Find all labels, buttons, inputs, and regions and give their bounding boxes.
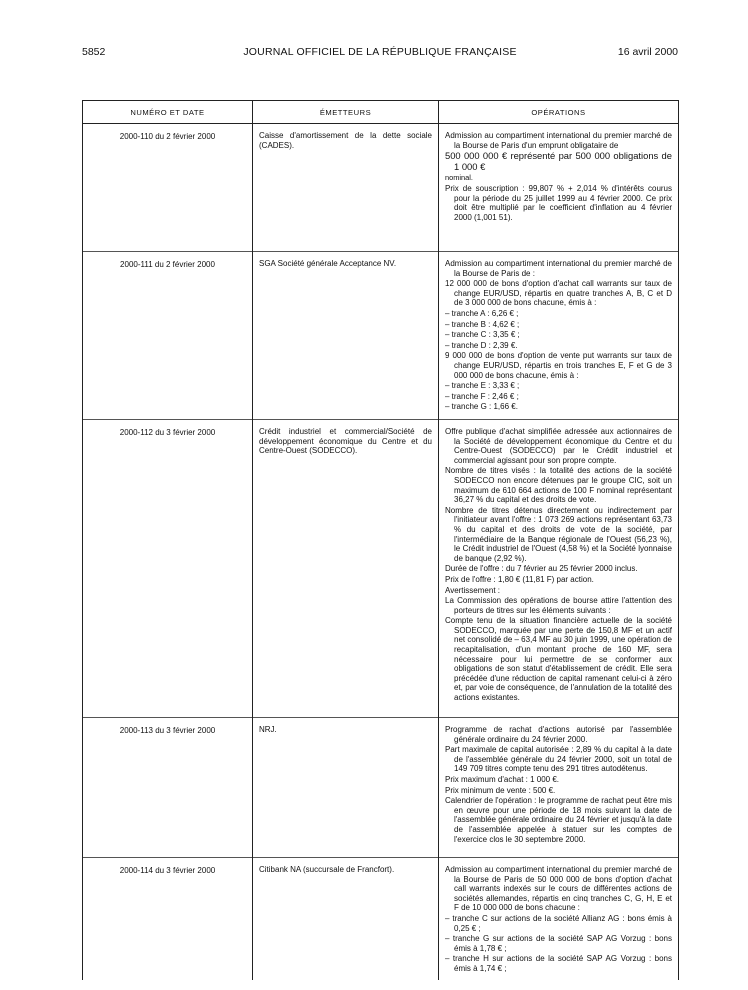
publication-date: 16 avril 2000 — [617, 46, 678, 58]
operations-table — [82, 100, 679, 980]
operation-line: Nombre de titres détenus directement ou indirectement par l'initiateur avant l'offre : 1 073 269 actions représentant 63,73 % du capital et des droits de vote de la société, par l'intermédiaire de la Banque régionale de l'Ouest (56,23 %), le Crédit industriel de l'Ouest (4,58 %) et la Société lyonnaise de banque (2,92 %). — [445, 505, 672, 563]
operation-line: Admission au compartiment international du premier marché de la Bourse de Paris de : — [445, 259, 672, 278]
column-header-emetteurs: ÉMETTEURS — [253, 101, 439, 124]
operation-line: – tranche E : 3,33 € ; — [445, 381, 520, 391]
table-header-row — [83, 101, 679, 124]
row-numero: 2000-110 du 2 février 2000 — [83, 124, 253, 252]
table-row — [83, 718, 679, 858]
table-row — [83, 124, 679, 252]
page-number: 5852 — [82, 46, 106, 58]
operation-line: – tranche D : 2,39 €. — [445, 340, 518, 350]
operation-line: 9 000 000 de bons d'option de vente put warrants sur taux de change EUR/USD, répartis en trois tranches E, F et G de 3 000 000 de bons chacune, émis à : — [445, 351, 672, 380]
operation-line: 12 000 000 de bons d'option d'achat call warrants sur taux de change EUR/USD, répartis en quatre tranches A, B, C et D de 3 000 000 de bons chacune, émis à : — [445, 279, 672, 308]
column-header-numero: NUMÉRO ET DATE — [83, 101, 253, 124]
operation-line: Compte tenu de la situation financière actuelle de la société SODECCO, marquée par une perte de 150,8 MF et un actif net consolidé de – 63,4 MF au 30 juin 1999, une opération de recapitalisation, d'un montant proche de 160 MF, sera nécessaire pour lui permettre de se conformer aux obligations de son statut d'établissement de crédit. Elle sera précédée d'une réduction de capital ramenant celui-ci à zéro et, par voie de conséquence, de l'annulation de la totalité des actions existantes. — [445, 616, 672, 703]
operation-line: – tranche C sur actions de la société Allianz AG : bons émis à 0,25 € ; — [445, 913, 672, 933]
operation-line: Admission au compartiment international du premier marché de la Bourse de Paris d'un emprunt obligataire de — [445, 131, 672, 150]
page-header — [82, 46, 678, 60]
row-emetteur: Caisse d'amortissement de la dette sociale (CADES). — [253, 124, 439, 252]
operation-line: – tranche C : 3,35 € ; — [445, 330, 520, 340]
operation-line: – tranche A : 6,26 € ; — [445, 308, 519, 318]
table-row — [83, 420, 679, 718]
row-operations — [439, 124, 679, 252]
operation-line: La Commission des opérations de bourse attire l'attention des porteurs de titres sur les éléments suivants : — [445, 596, 672, 615]
row-operations — [439, 420, 679, 718]
operation-line: – tranche G : 1,66 €. — [445, 402, 518, 412]
operation-line: Prix minimum de vente : 500 €. — [445, 785, 556, 795]
row-numero: 2000-111 du 2 février 2000 — [83, 252, 253, 420]
operation-line: – tranche F : 2,46 € ; — [445, 391, 519, 401]
operation-line: – tranche H sur actions de la société SAP AG Vorzug : bons émis à 1,74 € ; — [445, 954, 672, 973]
operation-line: 500 000 000 € représenté par 500 000 obligations de 1 000 € — [445, 150, 672, 172]
operation-line: Admission au compartiment international du premier marché de la Bourse de Paris de 50 000 000 de bons d'option d'achat call warrants indexés sur le cours de différentes actions de sociétés allemandes, répartis en cinq tranches C, G, H, E et F de 10 000 000 de bons chacune : — [445, 865, 672, 913]
journal-title: JOURNAL OFFICIEL DE LA RÉPUBLIQUE FRANÇAISE — [243, 46, 517, 58]
row-operations — [439, 718, 679, 858]
operation-line: Prix maximum d'achat : 1 000 €. — [445, 774, 560, 784]
operation-line: Part maximale de capital autorisée : 2,89 % du capital à la date de l'assemblée générale du 24 février 2000, soit un total de 149 709 titres compte tenu des 291 titres autodétenus. — [445, 745, 672, 774]
operation-line: Prix de l'offre : 1,80 € (11,81 F) par action. — [445, 574, 594, 584]
operation-line: Programme de rachat d'actions autorisé par l'assemblée générale ordinaire du 24 février 2000. — [445, 725, 672, 744]
row-numero: 2000-114 du 3 février 2000 — [83, 858, 253, 980]
row-emetteur: Citibank NA (succursale de Francfort). — [253, 858, 439, 980]
row-numero: 2000-113 du 3 février 2000 — [83, 718, 253, 858]
operation-line: Offre publique d'achat simplifiée adressée aux actionnaires de la Société de développement économique du Centre et du Centre-Ouest (SODECCO) par le Crédit industriel et commercial agissant pour son propre compte. — [445, 427, 672, 465]
operation-line: – tranche G sur actions de la société SAP AG Vorzug : bons émis à 1,78 € ; — [445, 934, 672, 953]
table-row — [83, 252, 679, 420]
row-emetteur: NRJ. — [253, 718, 439, 858]
operation-line: Prix de souscription : 99,807 % + 2,014 % d'intérêts courus pour la période du 25 juillet 1999 au 4 février 2000. Ce prix doit être multiplié par le coefficient d'inflation au 4 février 2000 (1,001 51). — [445, 183, 672, 222]
row-operations — [439, 252, 679, 420]
operation-line: Calendrier de l'opération : le programme de rachat peut être mis en œuvre pour une période de 18 mois suivant la date de l'assemblée générale ordinaire du 24 février et jusqu'à la date de l'assemblée appelée à statuer sur les comptes de l'exercice clos le 30 septembre 2000. — [445, 796, 672, 844]
operation-line: Nombre de titres visés : la totalité des actions de la société SODECCO non encore détenues par le groupe CIC, soit un maximum de 610 664 actions de 100 F nominal représentant 36,27 % du capital et des droits de vote. — [445, 466, 672, 505]
operation-line: Avertissement : — [445, 585, 500, 595]
column-header-operations: OPÉRATIONS — [439, 101, 679, 124]
operation-line: Durée de l'offre : du 7 février au 25 février 2000 inclus. — [445, 564, 638, 574]
operation-line: – tranche B : 4,62 € ; — [445, 319, 520, 329]
operation-line: nominal. — [445, 173, 473, 183]
row-numero: 2000-112 du 3 février 2000 — [83, 420, 253, 718]
table-row — [83, 858, 679, 980]
row-operations — [439, 858, 679, 980]
row-emetteur: Crédit industriel et commercial/Société de développement économique du Centre et du Centre-Ouest (SODECCO). — [253, 420, 439, 718]
row-emetteur: SGA Société générale Acceptance NV. — [253, 252, 439, 420]
